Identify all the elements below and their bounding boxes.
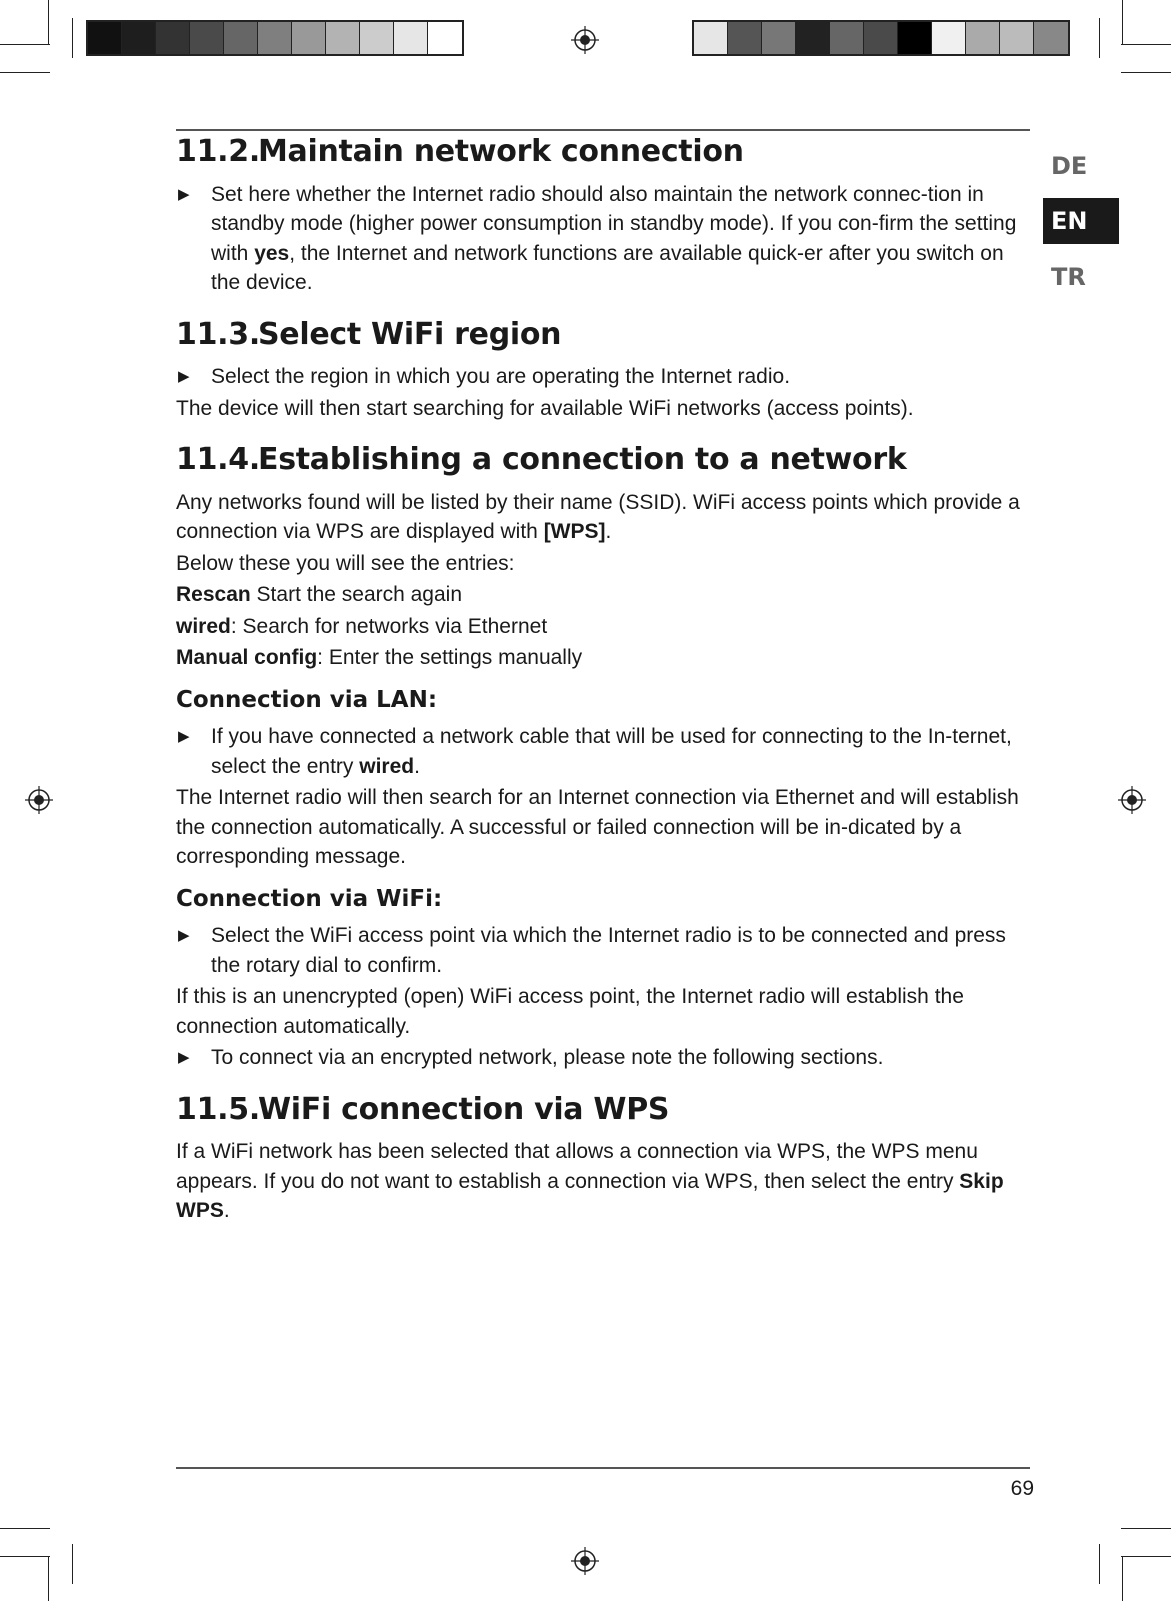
page-number: 69 <box>1010 1477 1034 1500</box>
color-swatch <box>326 22 360 54</box>
color-swatch <box>1034 22 1068 54</box>
crop-mark <box>72 1544 73 1584</box>
bullet-item: ▶ Select the region in which you are operating the Internet radio. <box>176 362 1036 392</box>
subheading-lan: Connection via LAN: <box>176 686 438 713</box>
crop-mark <box>1121 1528 1171 1529</box>
color-swatch <box>898 22 932 54</box>
section-heading: 11.4.Establishing a connection to a network <box>176 442 907 477</box>
bullet-arrow-icon: ▶ <box>178 368 190 385</box>
crop-mark <box>0 72 50 73</box>
color-swatch <box>258 22 292 54</box>
color-swatch <box>360 22 394 54</box>
color-swatch <box>966 22 1000 54</box>
entry-manual-config: Manual config: Enter the settings manually <box>176 646 583 669</box>
crop-mark <box>48 0 49 45</box>
footer-rule <box>176 1467 1030 1469</box>
color-swatch <box>156 22 190 54</box>
section-11-5 <box>176 1093 1036 1226</box>
bullet-arrow-icon: ▶ <box>178 1049 190 1067</box>
color-swatch <box>394 22 428 54</box>
section-11-2 <box>176 135 1036 298</box>
crop-mark <box>0 44 50 45</box>
subheading-wifi: Connection via WiFi: <box>176 885 443 912</box>
registration-mark-icon <box>571 26 599 54</box>
registration-mark-icon <box>25 786 53 814</box>
crop-mark <box>1099 18 1100 58</box>
color-swatch <box>190 22 224 54</box>
language-tab-tr: TR <box>1051 263 1086 291</box>
entry-wired: wired: Search for networks via Ethernet <box>176 614 548 638</box>
paragraph: If a WiFi network has been selected that allows a connection via WPS, the WPS menu appears. If you do not want to establish a connection via WPS, then select the entry Skip WPS. <box>176 1140 1004 1223</box>
bullet-item: ▶ Select the WiFi access point via which the Internet radio is to be connected and press the rotary dial to confirm. <box>176 921 1036 980</box>
color-swatch <box>1000 22 1034 54</box>
bullet-item: ▶ Set here whether the Internet radio should also maintain the network connec-tion in standby mode (higher power consumption in standby mode). If you con-firm the setting with yes, the Internet and network functions are available quick-er after you switch on the device. <box>176 180 1036 298</box>
color-swatch <box>88 22 122 54</box>
language-tab-en: EN <box>1043 198 1119 244</box>
color-swatch <box>292 22 326 54</box>
crop-mark <box>1099 1544 1100 1584</box>
entry-rescan: Rescan Start the search again <box>176 583 463 606</box>
color-swatch <box>428 22 462 54</box>
color-calibration-bar-right <box>692 20 1070 56</box>
bullet-item: ▶ If you have connected a network cable that will be used for connecting to the In-ternet, select the entry wired. <box>176 722 1036 781</box>
registration-mark-icon <box>1118 786 1146 814</box>
color-swatch <box>864 22 898 54</box>
crop-mark <box>1121 1556 1171 1557</box>
paragraph: The Internet radio will then search for an Internet connection via Ethernet and will establish the connection automatically. A successful or failed connection will be in-dicated by a corresponding message. <box>176 786 1019 869</box>
crop-mark <box>0 1556 50 1557</box>
crop-mark <box>1122 0 1123 45</box>
bullet-arrow-icon: ▶ <box>178 185 190 203</box>
crop-mark <box>1121 44 1171 45</box>
paragraph: If this is an unencrypted (open) WiFi access point, the Internet radio will establish the connection automatically. <box>176 985 964 1038</box>
color-swatch <box>694 22 728 54</box>
section-11-4 <box>176 443 1036 1073</box>
crop-mark <box>72 18 73 58</box>
crop-mark <box>48 1556 49 1601</box>
paragraph: The device will then start searching for available WiFi networks (access points). <box>176 396 914 420</box>
color-calibration-bar-left <box>86 20 464 56</box>
color-swatch <box>932 22 966 54</box>
bullet-item: ▶ To connect via an encrypted network, please note the following sections. <box>176 1043 1036 1073</box>
crop-mark <box>0 1528 50 1529</box>
language-tab-de: DE <box>1051 152 1088 180</box>
section-heading: 11.5.WiFi connection via WPS <box>176 1091 670 1127</box>
color-swatch <box>728 22 762 54</box>
bullet-arrow-icon: ▶ <box>178 927 190 945</box>
page-content <box>176 135 1036 1246</box>
section-11-3 <box>176 318 1036 424</box>
paragraph: Any networks found will be listed by their name (SSID). WiFi access points which provide a connection via WPS are displayed with [WPS]. <box>176 490 1020 543</box>
color-swatch <box>762 22 796 54</box>
color-swatch <box>796 22 830 54</box>
registration-mark-icon <box>571 1547 599 1575</box>
color-swatch <box>224 22 258 54</box>
section-heading: 11.3.Select WiFi region <box>176 316 562 352</box>
bullet-arrow-icon: ▶ <box>178 728 190 746</box>
paragraph: Below these you will see the entries: <box>176 551 515 575</box>
crop-mark <box>1122 1556 1123 1601</box>
crop-mark <box>1121 72 1171 73</box>
section-heading: 11.2.Maintain network connection <box>176 134 744 169</box>
color-swatch <box>830 22 864 54</box>
color-swatch <box>122 22 156 54</box>
header-rule <box>176 129 1030 131</box>
